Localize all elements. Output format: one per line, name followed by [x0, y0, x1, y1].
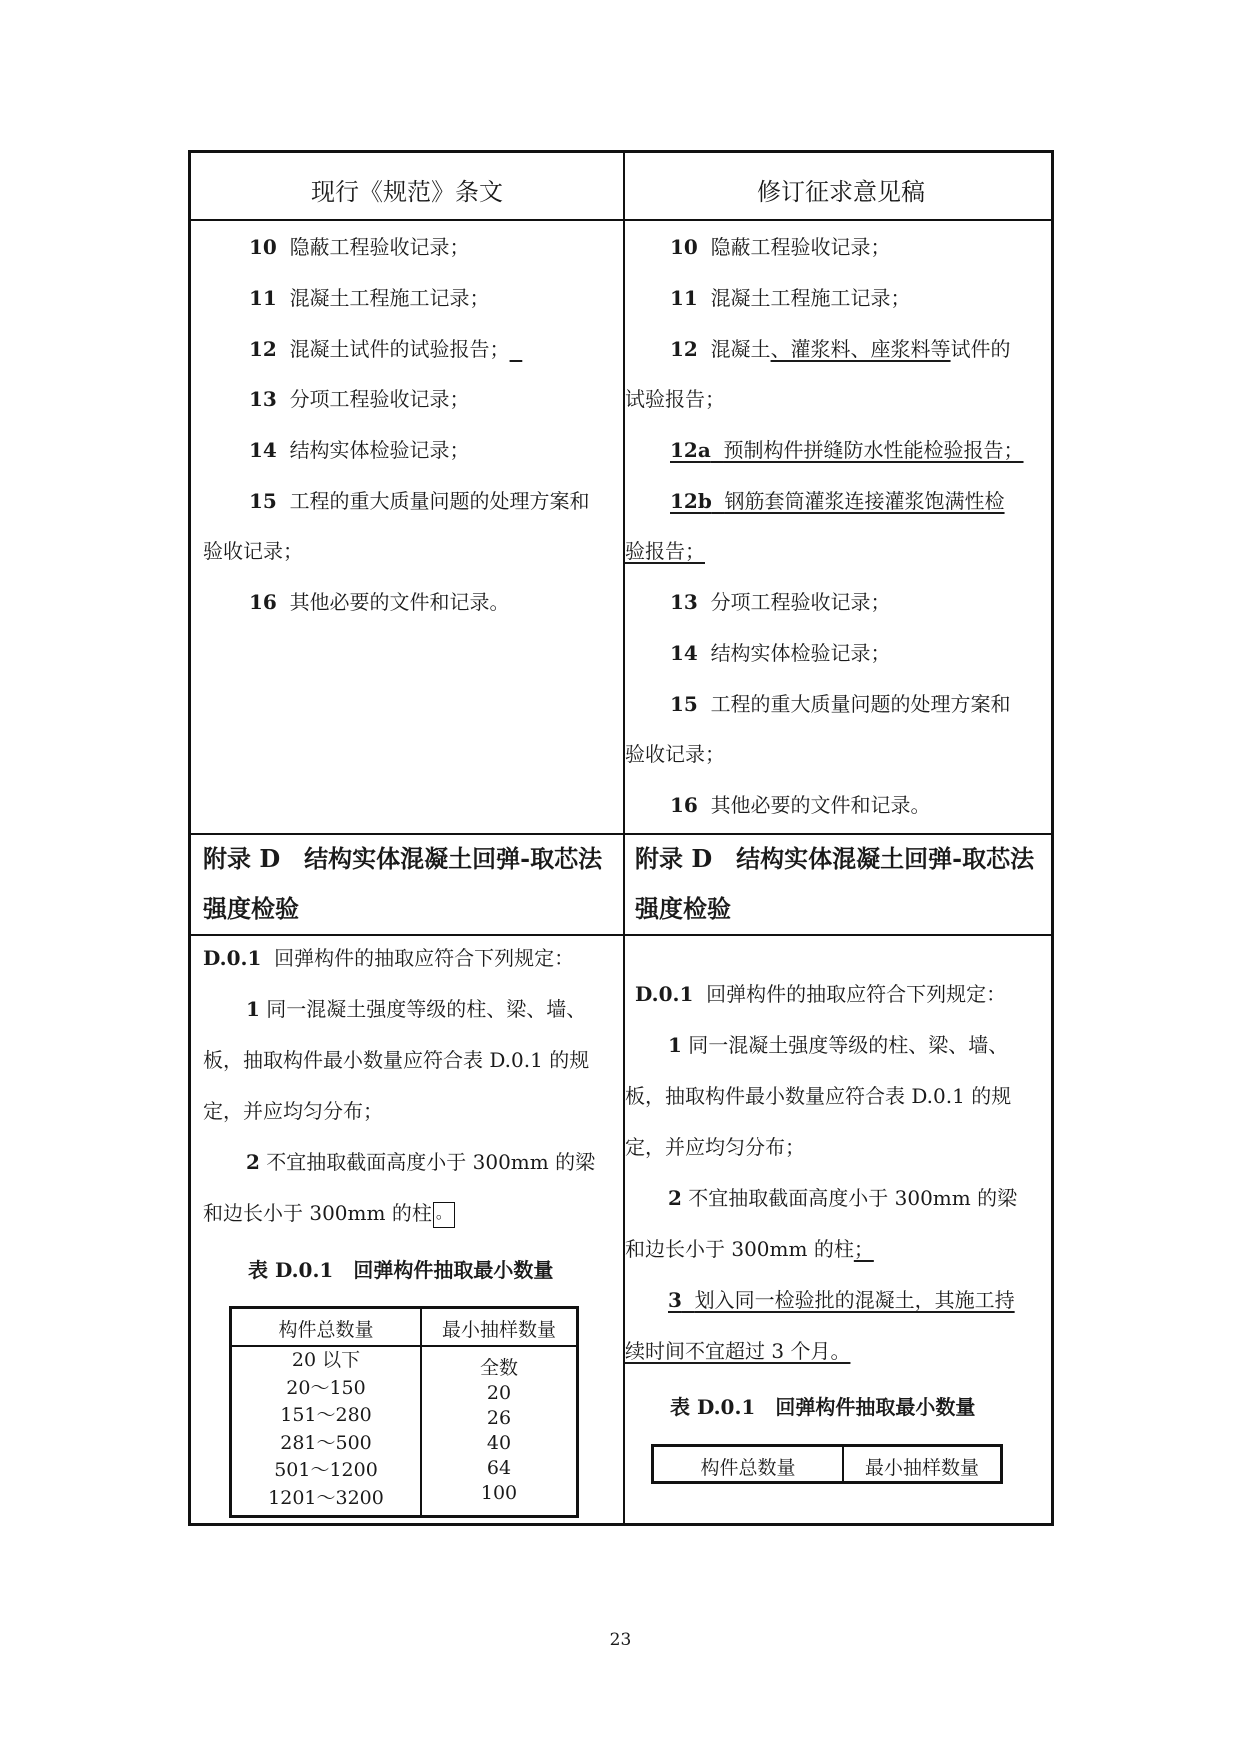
min-sample-cell: 64	[486, 1457, 512, 1479]
col-header-min: 最小抽样数量	[864, 1457, 979, 1479]
appendix-title-left: 附录 D 结构实体混凝土回弹-取芯法	[203, 844, 603, 873]
min-sample-cell: 100	[480, 1482, 518, 1504]
right-item-12b: 12b 钢筋套筒灌浆连接灌浆饱满性检	[670, 489, 1005, 513]
left-item-16: 16 其他必要的文件和记录。	[249, 590, 510, 614]
right-item-15: 15 工程的重大质量问题的处理方案和	[670, 692, 1011, 716]
d01-right-p3-line2: 续时间不宜超过 3 个月。	[625, 1339, 851, 1363]
min-sample-cell: 26	[486, 1407, 512, 1429]
min-sample-column	[422, 1355, 576, 1506]
d01-left-cell	[191, 936, 623, 1526]
appendix-subtitle-right: 强度检验	[635, 894, 731, 923]
col-header-min: 最小抽样数量	[441, 1319, 556, 1341]
appendix-subtitle-left: 强度检验	[203, 894, 299, 923]
header-revision-draft: 修订征求意见稿	[757, 178, 925, 206]
sampling-table-right	[651, 1444, 1003, 1484]
right-items-cell	[625, 219, 1057, 833]
header-current-code: 现行《规范》条文	[311, 178, 503, 206]
min-sample-cell: 40	[486, 1432, 512, 1454]
total-count-cell: 1201～3200	[268, 1486, 384, 1509]
d01-right-cell	[625, 936, 1057, 1526]
left-item-12: 12 混凝土试件的试验报告；	[249, 337, 510, 361]
left-item-13: 13 分项工程验收记录；	[249, 387, 470, 411]
page-number: 23	[609, 1630, 632, 1650]
total-count-cell: 20 以下	[291, 1349, 361, 1371]
d01-left-p2-line2: 和边长小于 300mm 的柱 。	[203, 1199, 455, 1228]
d01-right-p1-line3: 定，并应均匀分布；	[625, 1135, 805, 1159]
left-item-10: 10 隐蔽工程验收记录；	[249, 235, 470, 259]
left-items-cell	[191, 219, 623, 833]
d01-right-clause: D.0.1 回弹构件的抽取应符合下列规定：	[635, 982, 1007, 1006]
d01-left-p1: 1 同一混凝土强度等级的柱、梁、墙、	[246, 997, 587, 1021]
total-count-cell: 20～150	[286, 1376, 366, 1399]
revision-box-mark: 。	[433, 1202, 455, 1228]
col-header-total: 构件总数量	[278, 1319, 374, 1341]
d01-left-clause: D.0.1 回弹构件的抽取应符合下列规定：	[203, 946, 575, 970]
d01-right-table-caption: 表 D.0.1 回弹构件抽取最小数量	[670, 1395, 976, 1419]
row-divider	[191, 833, 1051, 835]
right-item-12-cont: 试验报告；	[625, 387, 725, 411]
d01-left-p1-line2: 板，抽取构件最小数量应符合表 D.0.1 的规	[203, 1048, 590, 1072]
d01-left-p1-line3: 定，并应均匀分布；	[203, 1099, 383, 1123]
d01-left-p2: 2 不宜抽取截面高度小于 300mm 的梁	[246, 1150, 596, 1174]
total-count-column	[232, 1347, 420, 1512]
right-item-12a: 12a 预制构件拼缝防水性能检验报告；	[670, 438, 1024, 462]
d01-right-p1-line2: 板，抽取构件最小数量应符合表 D.0.1 的规	[625, 1084, 1012, 1108]
left-item-14: 14 结构实体检验记录；	[249, 438, 470, 462]
min-sample-cell: 20	[486, 1382, 512, 1404]
left-item-15: 15 工程的重大质量问题的处理方案和	[249, 489, 590, 513]
right-item-11: 11 混凝土工程施工记录；	[670, 286, 911, 310]
right-item-16: 16 其他必要的文件和记录。	[670, 793, 931, 817]
sampling-table-left	[229, 1306, 579, 1518]
d01-right-p2: 2 不宜抽取截面高度小于 300mm 的梁	[668, 1186, 1018, 1210]
total-count-cell: 151～280	[280, 1404, 372, 1426]
right-item-12b-cont: 验报告；	[625, 539, 705, 563]
right-item-15-cont: 验收记录；	[625, 742, 725, 766]
col-header-total: 构件总数量	[700, 1457, 796, 1479]
left-item-11: 11 混凝土工程施工记录；	[249, 286, 490, 310]
d01-right-p3: 3 划入同一检验批的混凝土，其施工持	[668, 1288, 1015, 1312]
total-count-cell: 501～1200	[274, 1459, 378, 1481]
d01-right-p1: 1 同一混凝土强度等级的柱、梁、墙、	[668, 1033, 1009, 1057]
appendix-title-right: 附录 D 结构实体混凝土回弹-取芯法	[635, 844, 1035, 873]
left-item-15-cont: 验收记录；	[203, 539, 303, 563]
right-item-12: 12 混凝土、灌浆料、座浆料等试件的	[670, 337, 1011, 361]
d01-right-p2-line2: 和边长小于 300mm 的柱；	[625, 1237, 874, 1261]
right-item-10: 10 隐蔽工程验收记录；	[670, 235, 891, 259]
d01-left-table-caption: 表 D.0.1 回弹构件抽取最小数量	[248, 1258, 554, 1282]
min-sample-cell: 全数	[479, 1357, 518, 1379]
right-item-13: 13 分项工程验收记录；	[670, 590, 891, 614]
comparison-table	[188, 150, 1054, 1526]
total-count-cell: 281～500	[280, 1431, 372, 1454]
right-item-14: 14 结构实体检验记录；	[670, 641, 891, 665]
